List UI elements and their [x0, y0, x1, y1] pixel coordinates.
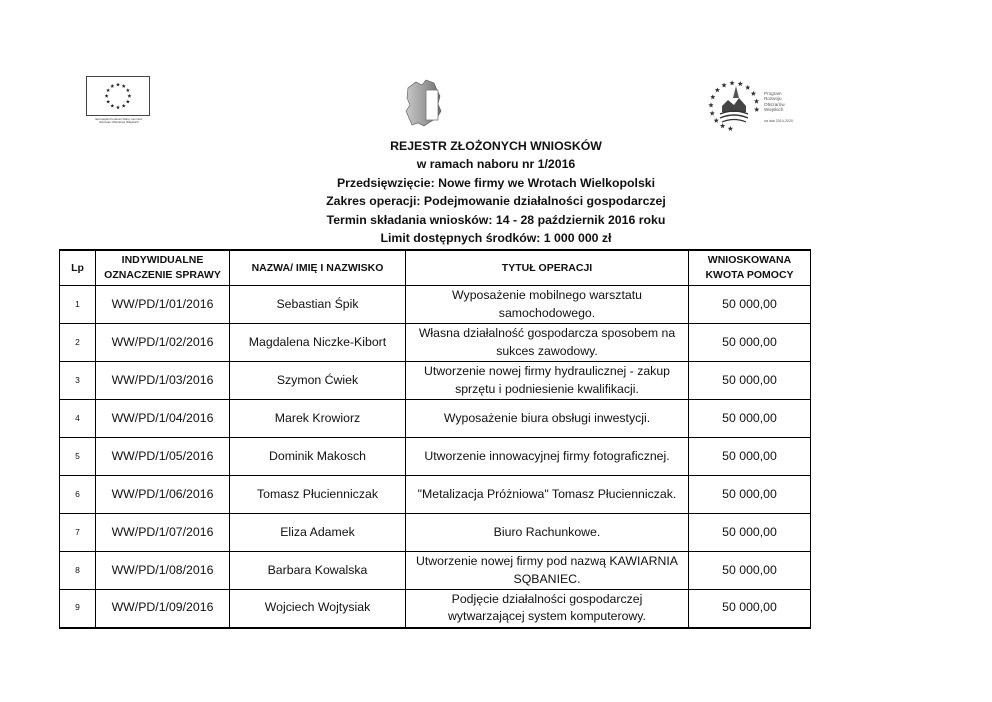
table-row [60, 590, 811, 628]
funds-limit: Limit dostępnych środków: 1 000 000 zł [380, 231, 612, 246]
eu-logo [86, 76, 152, 128]
document-header [0, 137, 992, 247]
eu-flag-icon [86, 76, 150, 116]
row-case-id: WW/PD/1/04/2016 [96, 400, 230, 438]
table-row [60, 324, 811, 362]
row-case-id: WW/PD/1/08/2016 [96, 552, 230, 590]
prow-logo-icon [706, 76, 762, 132]
row-name: Wojciech Wojtysiak [230, 590, 406, 628]
row-name: Szymon Ćwiek [230, 362, 406, 400]
row-case-id: WW/PD/1/07/2016 [96, 514, 230, 552]
table-row [60, 400, 811, 438]
row-amount: 50 000,00 [689, 438, 811, 476]
row-case-id: WW/PD/1/05/2016 [96, 438, 230, 476]
row-operation-title: Utworzenie nowej firmy pod nazwą KAWIARNIA SQBANIEC. [406, 552, 689, 590]
row-amount: 50 000,00 [689, 552, 811, 590]
wielkopolska-map-icon [404, 78, 444, 130]
prow-logo-text: Program Rozwoju Obszarów Wiejskich [764, 91, 785, 113]
prow-logo-period: na lata 2014-2020 [764, 119, 793, 123]
applications-table [59, 249, 811, 629]
row-name: Eliza Adamek [230, 514, 406, 552]
row-case-id: WW/PD/1/06/2016 [96, 476, 230, 514]
table-row [60, 514, 811, 552]
column-header-case-id: INDYWIDUALNE OZNACZENIE SPRAWY [96, 250, 230, 286]
row-amount: 50 000,00 [689, 514, 811, 552]
column-header-name: NAZWA/ IMIĘ I NAZWISKO [230, 250, 406, 286]
row-amount: 50 000,00 [689, 362, 811, 400]
column-header-amount: WNIOSKOWANA KWOTA POMOCY [689, 250, 811, 286]
document-title: REJESTR ZŁOŻONYCH WNIOSKÓW [390, 139, 602, 153]
row-lp: 8 [60, 552, 96, 590]
row-operation-title: Wyposażenie mobilnego warsztatu samochodowego. [406, 286, 689, 324]
row-lp: 5 [60, 438, 96, 476]
row-amount: 50 000,00 [689, 324, 811, 362]
table-row [60, 476, 811, 514]
call-number: w ramach naboru nr 1/2016 [416, 157, 576, 172]
row-name: Sebastian Śpik [230, 286, 406, 324]
row-lp: 3 [60, 362, 96, 400]
row-operation-title: Utworzenie nowej firmy hydraulicznej - zakup sprzętu i podniesienie kwalifikacji. [406, 362, 689, 400]
column-header-operation-title: TYTUŁ OPERACJI [406, 250, 689, 286]
row-lp: 4 [60, 400, 96, 438]
operation-scope: Zakres operacji: Podejmowanie działalności gospodarczej [326, 194, 666, 209]
row-operation-title: Wyposażenie biura obsługi inwestycji. [406, 400, 689, 438]
row-name: Marek Krowiorz [230, 400, 406, 438]
column-header-lp: Lp [60, 250, 96, 286]
row-operation-title: "Metalizacja Próżniowa" Tomasz Płucienniczak. [406, 476, 689, 514]
row-case-id: WW/PD/1/09/2016 [96, 590, 230, 628]
row-amount: 50 000,00 [689, 400, 811, 438]
row-amount: 50 000,00 [689, 476, 811, 514]
table-row [60, 362, 811, 400]
row-amount: 50 000,00 [689, 286, 811, 324]
table-row [60, 438, 811, 476]
row-operation-title: Utworzenie innowacyjnej firmy fotograficznej. [406, 438, 689, 476]
row-operation-title: Biuro Rachunkowe. [406, 514, 689, 552]
row-case-id: WW/PD/1/03/2016 [96, 362, 230, 400]
undertaking: Przedsięwzięcie: Nowe firmy we Wrotach Wielkopolski [336, 175, 656, 190]
row-case-id: WW/PD/1/01/2016 [96, 286, 230, 324]
row-lp: 2 [60, 324, 96, 362]
row-name: Tomasz Płucienniczak [230, 476, 406, 514]
table-header-row [60, 250, 811, 286]
row-operation-title: Podjęcie działalności gospodarczej wytwarzającej system komputerowy. [406, 590, 689, 628]
row-operation-title: Własna działalność gospodarcza sposobem na sukces zawodowy. [406, 324, 689, 362]
row-amount: 50 000,00 [689, 590, 811, 628]
submission-period: Termin składania wniosków: 14 - 28 październik 2016 roku [326, 212, 666, 227]
row-lp: 9 [60, 590, 96, 628]
table-row [60, 552, 811, 590]
row-name: Dominik Makosch [230, 438, 406, 476]
row-name: Magdalena Niczke-Kibort [230, 324, 406, 362]
row-lp: 7 [60, 514, 96, 552]
row-lp: 1 [60, 286, 96, 324]
row-name: Barbara Kowalska [230, 552, 406, 590]
eu-logo-caption: Europejski Fundusz Rolny na rzecz Rozwoju Obszarów Wiejskich [95, 118, 143, 125]
row-case-id: WW/PD/1/02/2016 [96, 324, 230, 362]
prow-logo [706, 76, 816, 132]
row-lp: 6 [60, 476, 96, 514]
table-row [60, 286, 811, 324]
